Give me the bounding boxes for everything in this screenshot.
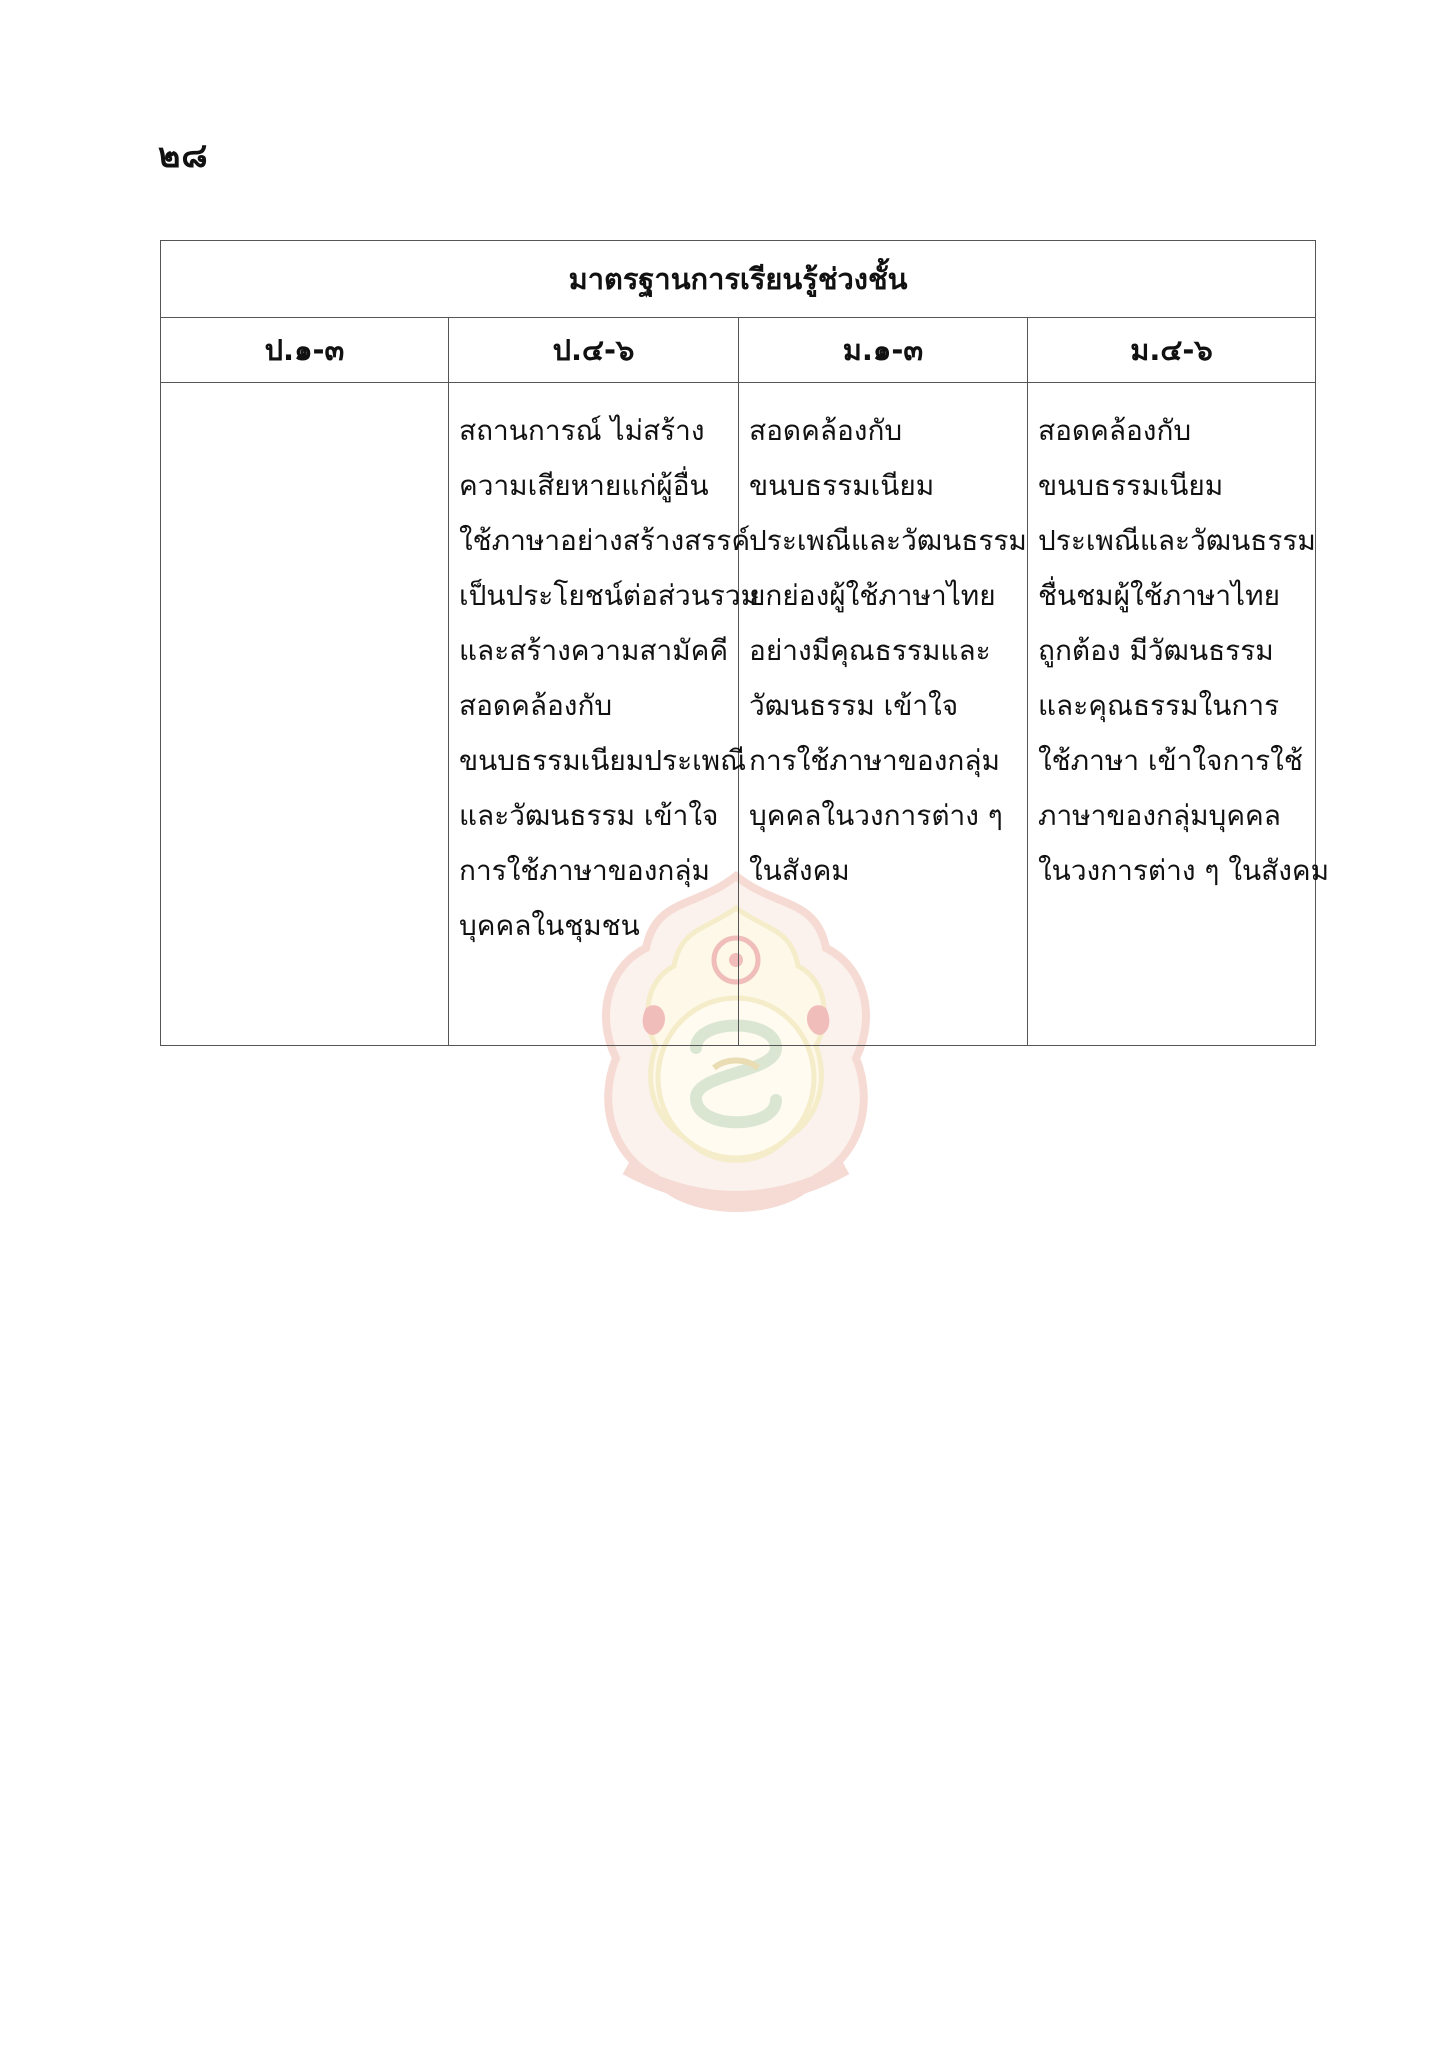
cell-line: ในสังคม	[749, 854, 850, 887]
cell-p4-6	[449, 383, 760, 1046]
cell-line: และคุณธรรมในการ	[1038, 689, 1280, 722]
cell-line: ถูกต้อง มีวัฒนธรรม	[1038, 634, 1274, 667]
cell-line: ขนบธรรมเนียม	[749, 469, 935, 502]
table-title-row	[161, 241, 1316, 318]
cell-m4-6	[1028, 383, 1330, 1046]
cell-line: ใช้ภาษาอย่างสร้างสรรค์	[459, 524, 751, 557]
table-row	[161, 383, 1316, 1046]
column-header-p1-3: ป.๑-๓	[161, 318, 449, 383]
cell-line: ชื่นชมผู้ใช้ภาษาไทย	[1038, 579, 1280, 612]
table-title: มาตรฐานการเรียนรู้ช่วงชั้น	[161, 241, 1316, 318]
cell-line: ความเสียหายแก่ผู้อื่น	[459, 469, 709, 502]
cell-line: ขนบธรรมเนียมประเพณี	[459, 744, 747, 777]
cell-line: การใช้ภาษาของกลุ่ม	[459, 854, 710, 887]
cell-line: ประเพณีและวัฒนธรรม	[1038, 524, 1316, 557]
cell-line: ขนบธรรมเนียม	[1038, 469, 1224, 502]
cell-line: ประเพณีและวัฒนธรรม	[749, 524, 1027, 557]
cell-line: ใช้ภาษา เข้าใจการใช้	[1038, 744, 1303, 777]
cell-line: ภาษาของกลุ่มบุคคล	[1038, 799, 1281, 832]
learning-standards-table	[160, 240, 1330, 1046]
cell-m1-3	[739, 383, 1028, 1046]
column-header-m4-6: ม.๔-๖	[1028, 318, 1316, 383]
cell-line: สอดคล้องกับ	[749, 414, 903, 447]
column-header-m1-3: ม.๑-๓	[739, 318, 1028, 383]
cell-line: การใช้ภาษาของกลุ่ม	[749, 744, 1000, 777]
cell-line: และวัฒนธรรม เข้าใจ	[459, 799, 719, 832]
cell-line: ยกย่องผู้ใช้ภาษาไทย	[749, 579, 996, 612]
cell-line: สถานการณ์ ไม่สร้าง	[459, 414, 705, 447]
cell-line: วัฒนธรรม เข้าใจ	[749, 689, 959, 722]
grade-header-row	[161, 318, 1316, 383]
cell-line: บุคคลในวงการต่าง ๆ	[749, 799, 1003, 832]
page-number: ๒๘	[158, 136, 209, 176]
cell-line: สอดคล้องกับ	[459, 689, 613, 722]
cell-line: ในวงการต่าง ๆ ในสังคม	[1038, 854, 1330, 887]
cell-line: อย่างมีคุณธรรมและ	[749, 634, 991, 667]
cell-line: สอดคล้องกับ	[1038, 414, 1192, 447]
cell-p1-3	[161, 383, 449, 1046]
cell-line: เป็นประโยชน์ต่อส่วนรวม	[459, 579, 760, 612]
column-header-p4-6: ป.๔-๖	[449, 318, 739, 383]
cell-line: และสร้างความสามัคคี	[459, 634, 729, 667]
cell-line: บุคคลในชุมชน	[459, 909, 640, 942]
